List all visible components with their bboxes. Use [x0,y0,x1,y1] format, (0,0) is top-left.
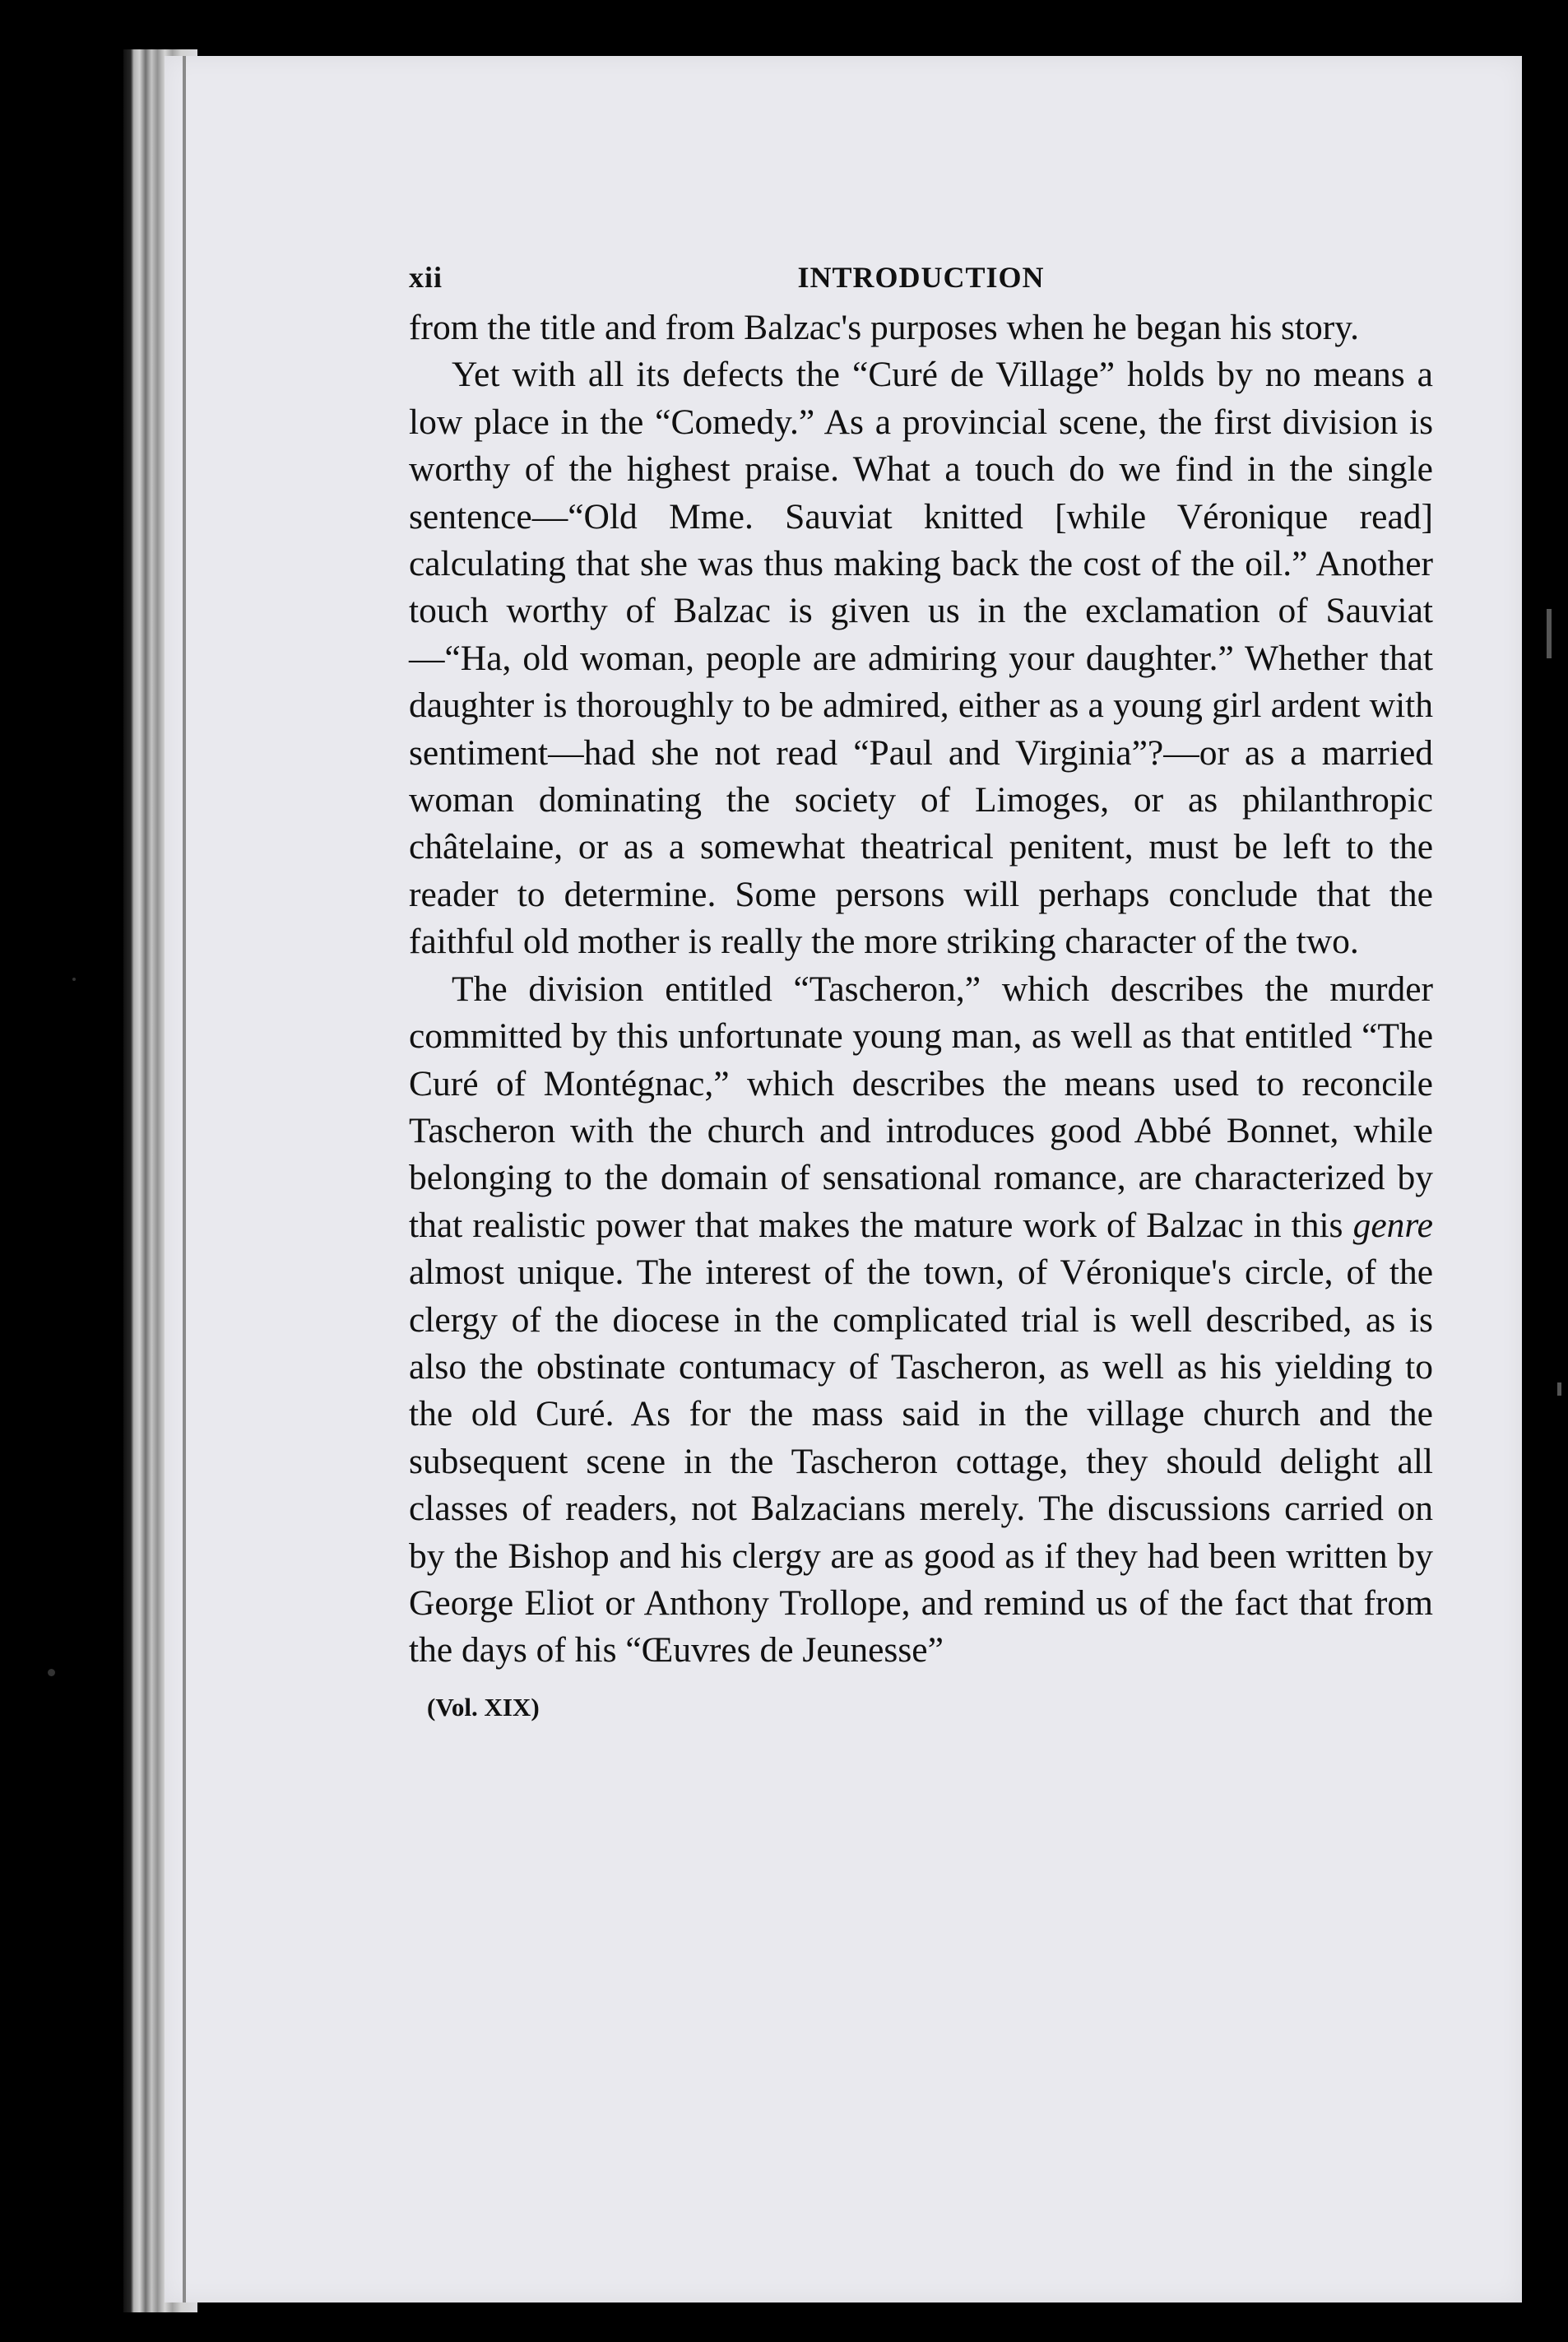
text-block [409,255,1433,1722]
paragraph: from the title and from Balzac's purposes when he began his story. [409,308,1360,347]
page-number: xii [409,261,443,294]
body-text [409,304,1433,1675]
dust-speck [48,1669,55,1676]
page-edge-mark [1557,1382,1561,1396]
paragraph [409,966,1433,1675]
gutter-line [183,56,186,2303]
paragraph-text: almost unique. The interest of the town, of Véronique's circle, of the clergy of the diocese in the complicated trial is well described, as is also the obstinate contumacy of Tascheron, as well as his yielding to the old Curé. As for the mass said in the village church and the subsequent scene in the Tascheron cottage, they should delight all classes of readers, not Balzacians merely. The discussions carried on by the Bishop and his clergy are as good as if they had been written by George Eliot or Anthony Trollope, and remind us of the fact that from the days of his “Œuvres de Jeunesse” [409,1252,1433,1671]
italic-word: genre [1352,1205,1433,1245]
paragraph: Yet with all its defects the “Curé de Village” holds by no means a low place in the “Comedy.” As a provincial scene, the first division is worthy of the highest praise. What a touch do we find in the single sentence—“Old Mme. Sauviat knitted [while Véronique read] calculating that she was thus making back the cost of the oil.” Another touch worthy of Balzac is given us in the exclamation of Sauviat—“Ha, old woman, people are admiring your daughter.” Whether that daughter is thoroughly to be admired, either as a young girl ardent with sentiment—had she not read “Paul and Virginia”?—or as a married woman dominating the society of Limoges, or as philanthropic châtelaine, or as a somewhat theatrical penitent, must be left to the reader to determine. Some persons will perhaps conclude that the faithful old mother is really the more striking character of the two. [409,355,1433,962]
paragraph-text: The division entitled “Tascheron,” which describes the murder committed by this unfortunate young man, as well as that entitled “The Curé of Montégnac,” which describes the means used to reconcile Tascheron with the church and introduces good Abbé Bonnet, while belonging to the domain of sensational romance, are characterized by that realistic power that makes the mature work of Balzac in this [409,969,1433,1245]
page-header [409,255,1433,304]
signature-mark: (Vol. XIX) [427,1692,540,1722]
page-edge-mark [1547,609,1552,658]
dust-speck [72,978,76,981]
running-head: INTRODUCTION [797,261,1045,294]
